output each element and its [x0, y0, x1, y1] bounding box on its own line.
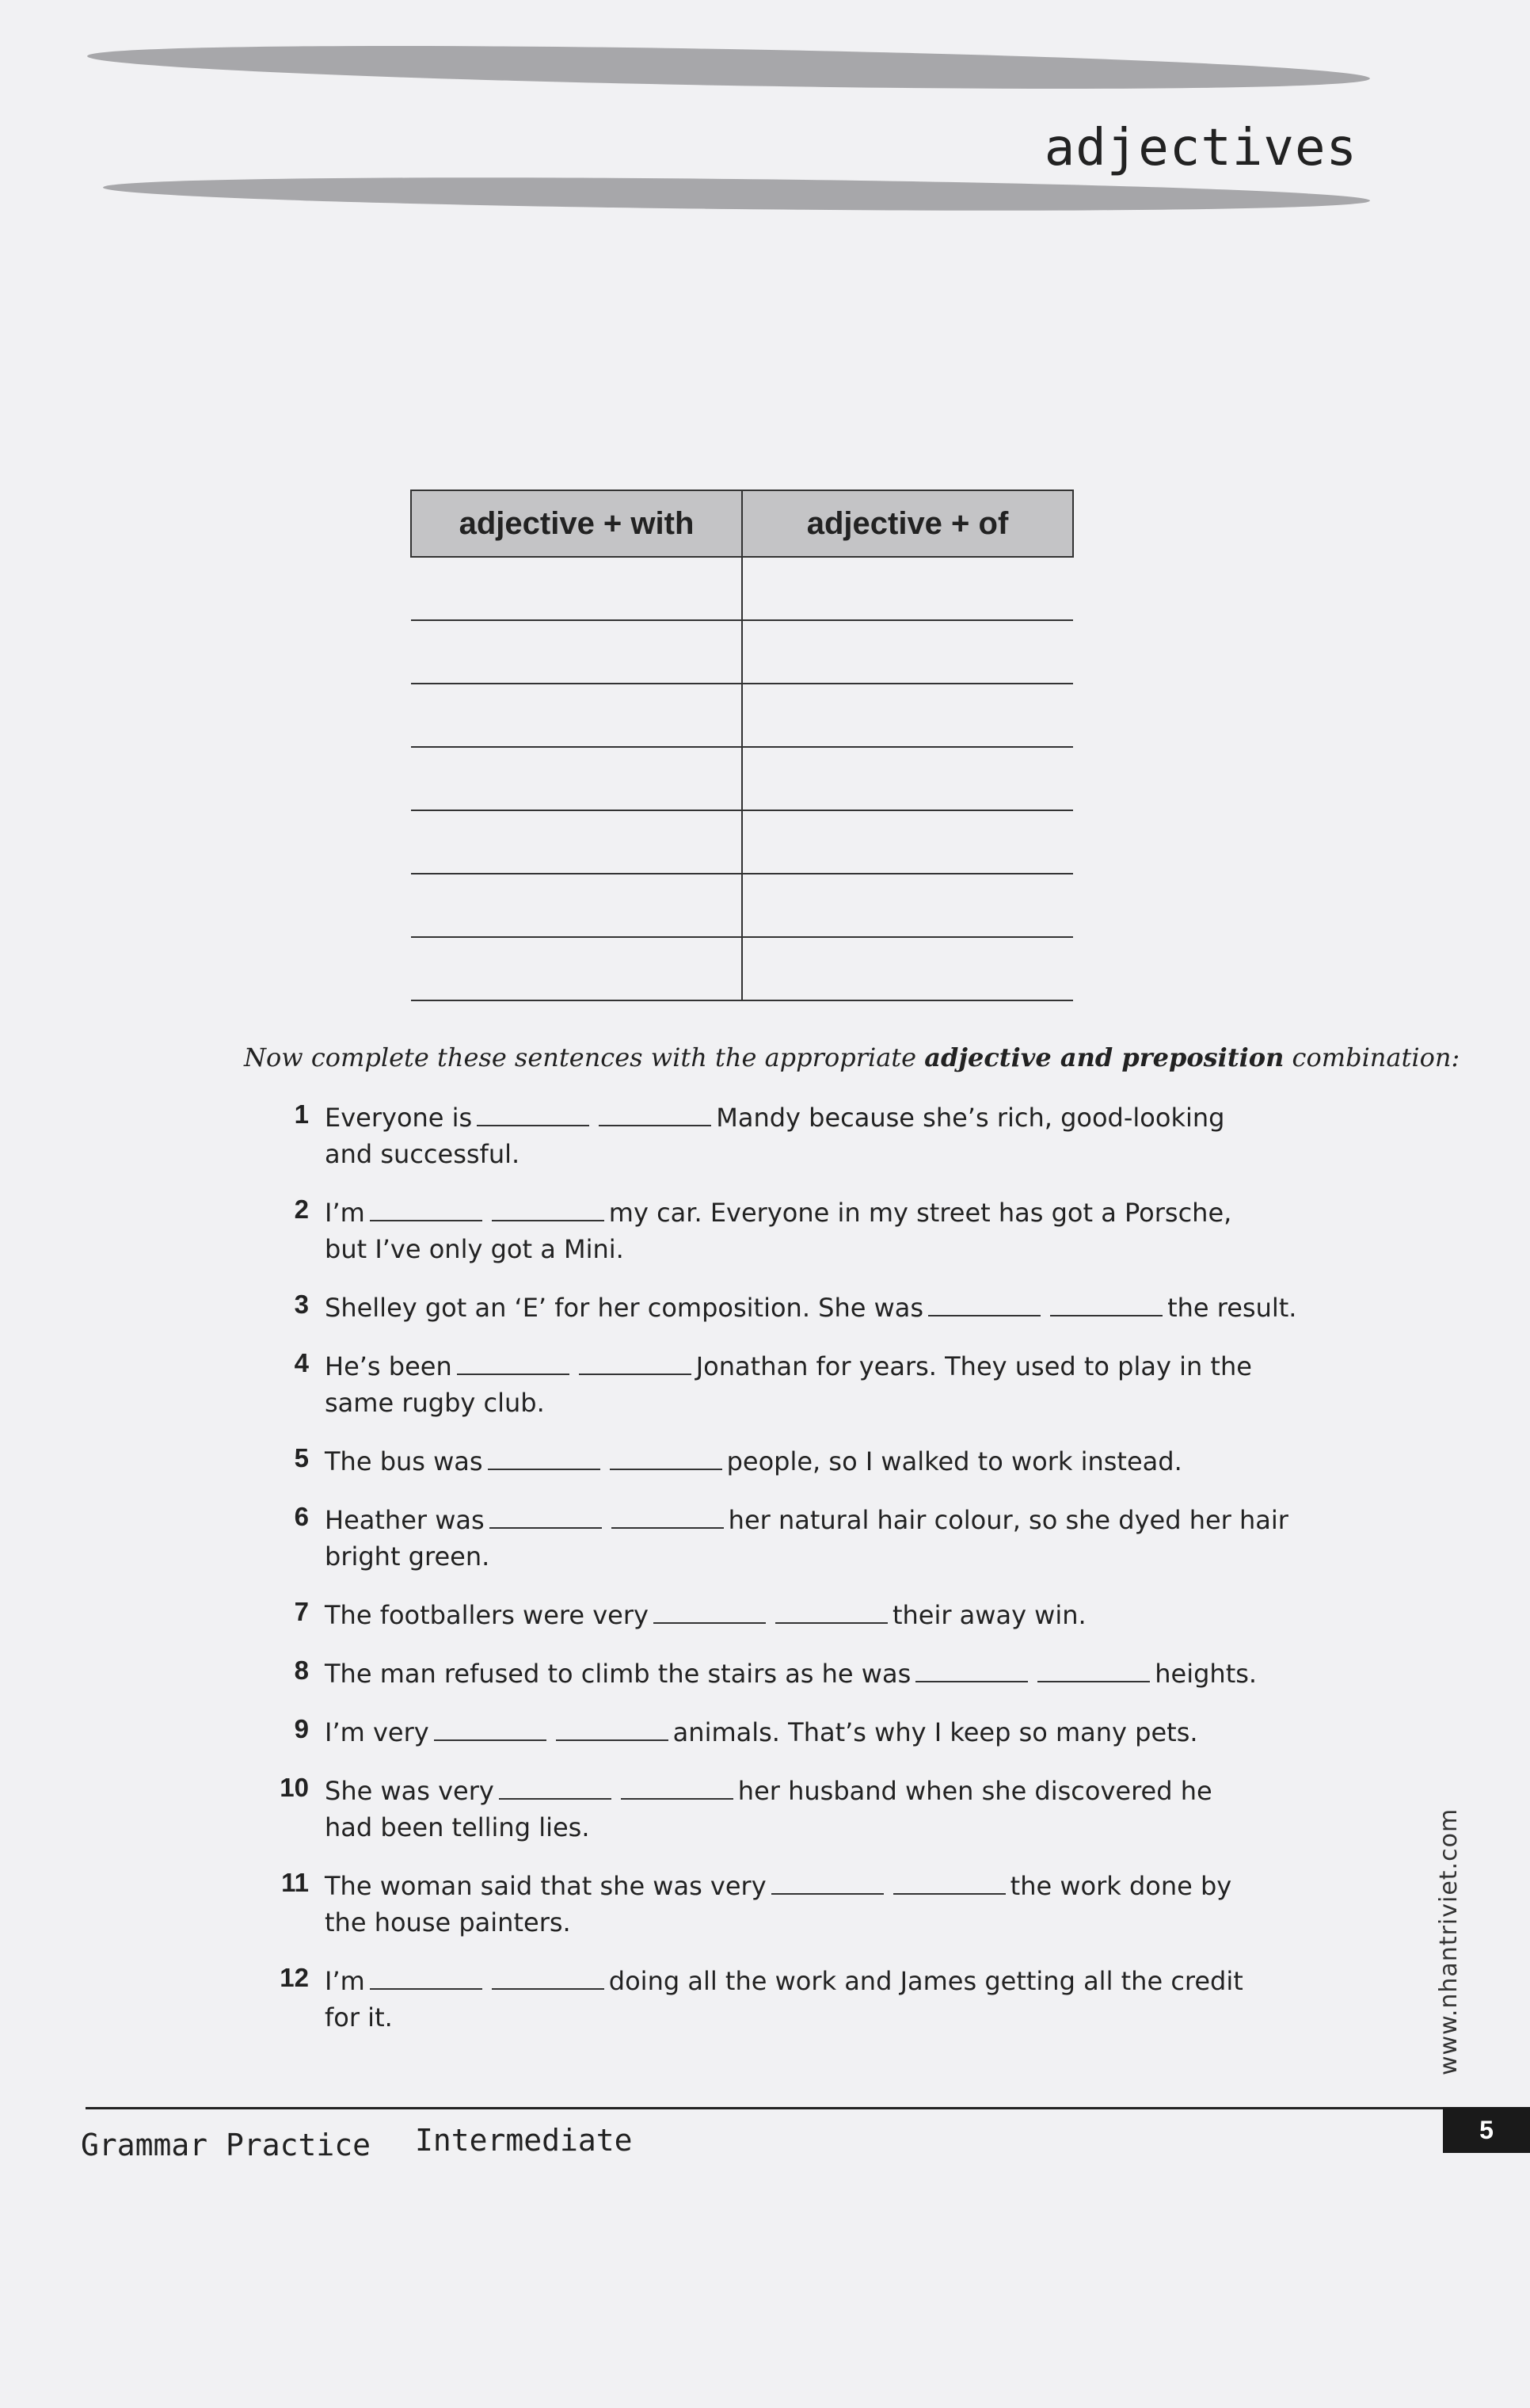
answer-blank-adjective[interactable] — [653, 1598, 766, 1624]
sentence-end: Mandy because she’s rich, good-looking — [716, 1103, 1225, 1133]
exercise-number: 9 — [294, 1714, 309, 1743]
exercise-sentence — [325, 1656, 1299, 1692]
answer-blank-adjective[interactable] — [499, 1774, 611, 1800]
table-row — [411, 684, 1073, 747]
decorative-brush-stroke-bottom — [103, 173, 1370, 216]
sentence-end: the result. — [1167, 1293, 1297, 1323]
exercise-item — [269, 1194, 1299, 1267]
answer-blank-preposition[interactable] — [893, 1869, 1006, 1895]
exercise-number: 1 — [294, 1099, 309, 1129]
exercise-item — [269, 1714, 1299, 1751]
answer-cell-of[interactable] — [742, 810, 1073, 874]
exercise-sentence — [325, 1963, 1299, 2036]
answer-blank-preposition[interactable] — [492, 1196, 604, 1221]
table-header-row — [411, 490, 1073, 557]
sentence-continuation: but I’ve only got a Mini. — [325, 1234, 624, 1264]
sentence-start: I’m — [325, 1966, 365, 1996]
answer-blank-adjective[interactable] — [370, 1964, 482, 1990]
instruction-bold: adjective and preposition — [924, 1042, 1285, 1073]
sentence-start: The woman said that she was very — [325, 1871, 767, 1901]
page-number: 5 — [1443, 2107, 1530, 2153]
sentence-start: I’m — [325, 1198, 365, 1228]
answer-cell-with[interactable] — [411, 874, 742, 937]
answer-cell-of[interactable] — [742, 620, 1073, 684]
exercise-number: 12 — [280, 1963, 309, 1992]
sentence-continuation: for it. — [325, 2002, 393, 2033]
answer-blank-preposition[interactable] — [610, 1445, 722, 1470]
exercise-number: 7 — [294, 1597, 309, 1626]
answer-blank-adjective[interactable] — [370, 1196, 482, 1221]
answer-cell-with[interactable] — [411, 937, 742, 1000]
instruction-part2: combination: — [1284, 1042, 1460, 1073]
exercise-item — [269, 1963, 1299, 2036]
sentence-end: her natural hair colour, so she dyed her hair — [728, 1505, 1288, 1535]
exercise-sentence — [325, 1290, 1299, 1326]
sentence-end: Jonathan for years. They used to play in the — [695, 1351, 1252, 1381]
column-header-of: adjective + of — [742, 490, 1073, 557]
answer-blank-adjective[interactable] — [434, 1716, 546, 1741]
sentence-start: The footballers were very — [325, 1600, 649, 1630]
exercise-item — [269, 1290, 1299, 1326]
footer-level: Intermediate — [415, 2123, 633, 2158]
sentence-continuation: had been telling lies. — [325, 1812, 590, 1842]
website-url: www.nhantriviet.com — [1435, 1808, 1463, 2075]
answer-blank-preposition[interactable] — [621, 1774, 733, 1800]
answer-cell-with[interactable] — [411, 684, 742, 747]
answer-cell-of[interactable] — [742, 747, 1073, 810]
exercise-sentence — [325, 1194, 1299, 1267]
answer-cell-with[interactable] — [411, 810, 742, 874]
table-row — [411, 747, 1073, 810]
answer-cell-with[interactable] — [411, 557, 742, 620]
exercise-sentence — [325, 1443, 1299, 1480]
sentence-continuation: bright green. — [325, 1541, 490, 1572]
exercise-sentence — [325, 1502, 1299, 1575]
sentence-continuation: same rugby club. — [325, 1388, 545, 1418]
sentence-continuation: the house painters. — [325, 1907, 571, 1937]
exercise-item — [269, 1773, 1299, 1846]
exercise-list — [269, 1099, 1299, 2058]
answer-blank-adjective[interactable] — [457, 1350, 569, 1375]
sentence-end: heights. — [1155, 1659, 1258, 1689]
table-row — [411, 874, 1073, 937]
decorative-brush-stroke-top — [87, 38, 1371, 97]
sentence-start: He’s been — [325, 1351, 452, 1381]
sentence-start: Shelley got an ‘E’ for her composition. She was — [325, 1293, 924, 1323]
answer-blank-adjective[interactable] — [771, 1869, 884, 1895]
sentence-start: She was very — [325, 1776, 494, 1806]
sentence-end: animals. That’s why I keep so many pets. — [672, 1717, 1198, 1747]
exercise-item — [269, 1868, 1299, 1941]
answer-cell-of[interactable] — [742, 874, 1073, 937]
answer-blank-adjective[interactable] — [488, 1445, 600, 1470]
answer-cell-of[interactable] — [742, 937, 1073, 1000]
sentence-end: people, so I walked to work instead. — [726, 1446, 1182, 1476]
sentence-start: I’m very — [325, 1717, 429, 1747]
table-row — [411, 620, 1073, 684]
answer-blank-preposition[interactable] — [599, 1101, 711, 1126]
sentence-end: her husband when she discovered he — [737, 1776, 1212, 1806]
exercise-item — [269, 1502, 1299, 1575]
answer-cell-with[interactable] — [411, 747, 742, 810]
instruction-text — [244, 1042, 1460, 1073]
footer-book-title: Grammar Practice — [81, 2128, 371, 2162]
footer-divider — [86, 2107, 1530, 2109]
table-row — [411, 557, 1073, 620]
instruction-part1: Now complete these sentences with the appropriate — [244, 1042, 925, 1073]
sentence-start: The man refused to climb the stairs as he was — [325, 1659, 912, 1689]
exercise-number: 6 — [294, 1502, 309, 1531]
exercise-item — [269, 1597, 1299, 1633]
answer-blank-adjective[interactable] — [489, 1503, 602, 1529]
answer-cell-of[interactable] — [742, 557, 1073, 620]
answer-table — [410, 490, 1074, 1001]
sentence-start: The bus was — [325, 1446, 483, 1476]
exercise-item — [269, 1348, 1299, 1421]
table-row — [411, 937, 1073, 1000]
exercise-number: 8 — [294, 1656, 309, 1685]
answer-blank-preposition[interactable] — [775, 1598, 888, 1624]
exercise-number: 10 — [280, 1773, 309, 1802]
table-row — [411, 810, 1073, 874]
answer-cell-with[interactable] — [411, 620, 742, 684]
exercise-sentence — [325, 1714, 1299, 1751]
exercise-number: 11 — [281, 1868, 309, 1897]
exercise-number: 5 — [294, 1443, 309, 1473]
column-header-with: adjective + with — [411, 490, 742, 557]
exercise-sentence — [325, 1868, 1299, 1941]
answer-blank-adjective[interactable] — [915, 1657, 1028, 1682]
answer-blank-preposition[interactable] — [1037, 1657, 1150, 1682]
exercise-sentence — [325, 1099, 1299, 1172]
exercise-sentence — [325, 1348, 1299, 1421]
answer-blank-preposition[interactable] — [611, 1503, 724, 1529]
answer-cell-of[interactable] — [742, 684, 1073, 747]
exercise-item — [269, 1099, 1299, 1172]
exercise-number: 4 — [294, 1348, 309, 1377]
exercise-number: 3 — [294, 1290, 309, 1319]
exercise-item — [269, 1656, 1299, 1692]
answer-blank-adjective[interactable] — [928, 1291, 1041, 1316]
sentence-end: my car. Everyone in my street has got a Porsche, — [608, 1198, 1232, 1228]
exercise-item — [269, 1443, 1299, 1480]
answer-blank-preposition[interactable] — [556, 1716, 668, 1741]
sentence-end: their away win. — [892, 1600, 1087, 1630]
section-title: adjectives — [1044, 119, 1357, 177]
answer-blank-preposition[interactable] — [579, 1350, 691, 1375]
sentence-continuation: and successful. — [325, 1139, 520, 1169]
answer-blank-preposition[interactable] — [492, 1964, 604, 1990]
exercise-sentence — [325, 1773, 1299, 1846]
answer-blank-adjective[interactable] — [477, 1101, 589, 1126]
sentence-start: Heather was — [325, 1505, 485, 1535]
sentence-start: Everyone is — [325, 1103, 473, 1133]
exercise-number: 2 — [294, 1194, 309, 1224]
sentence-end: the work done by — [1010, 1871, 1232, 1901]
sentence-end: doing all the work and James getting all the credit — [608, 1966, 1243, 1996]
exercise-sentence — [325, 1597, 1299, 1633]
answer-blank-preposition[interactable] — [1050, 1291, 1163, 1316]
